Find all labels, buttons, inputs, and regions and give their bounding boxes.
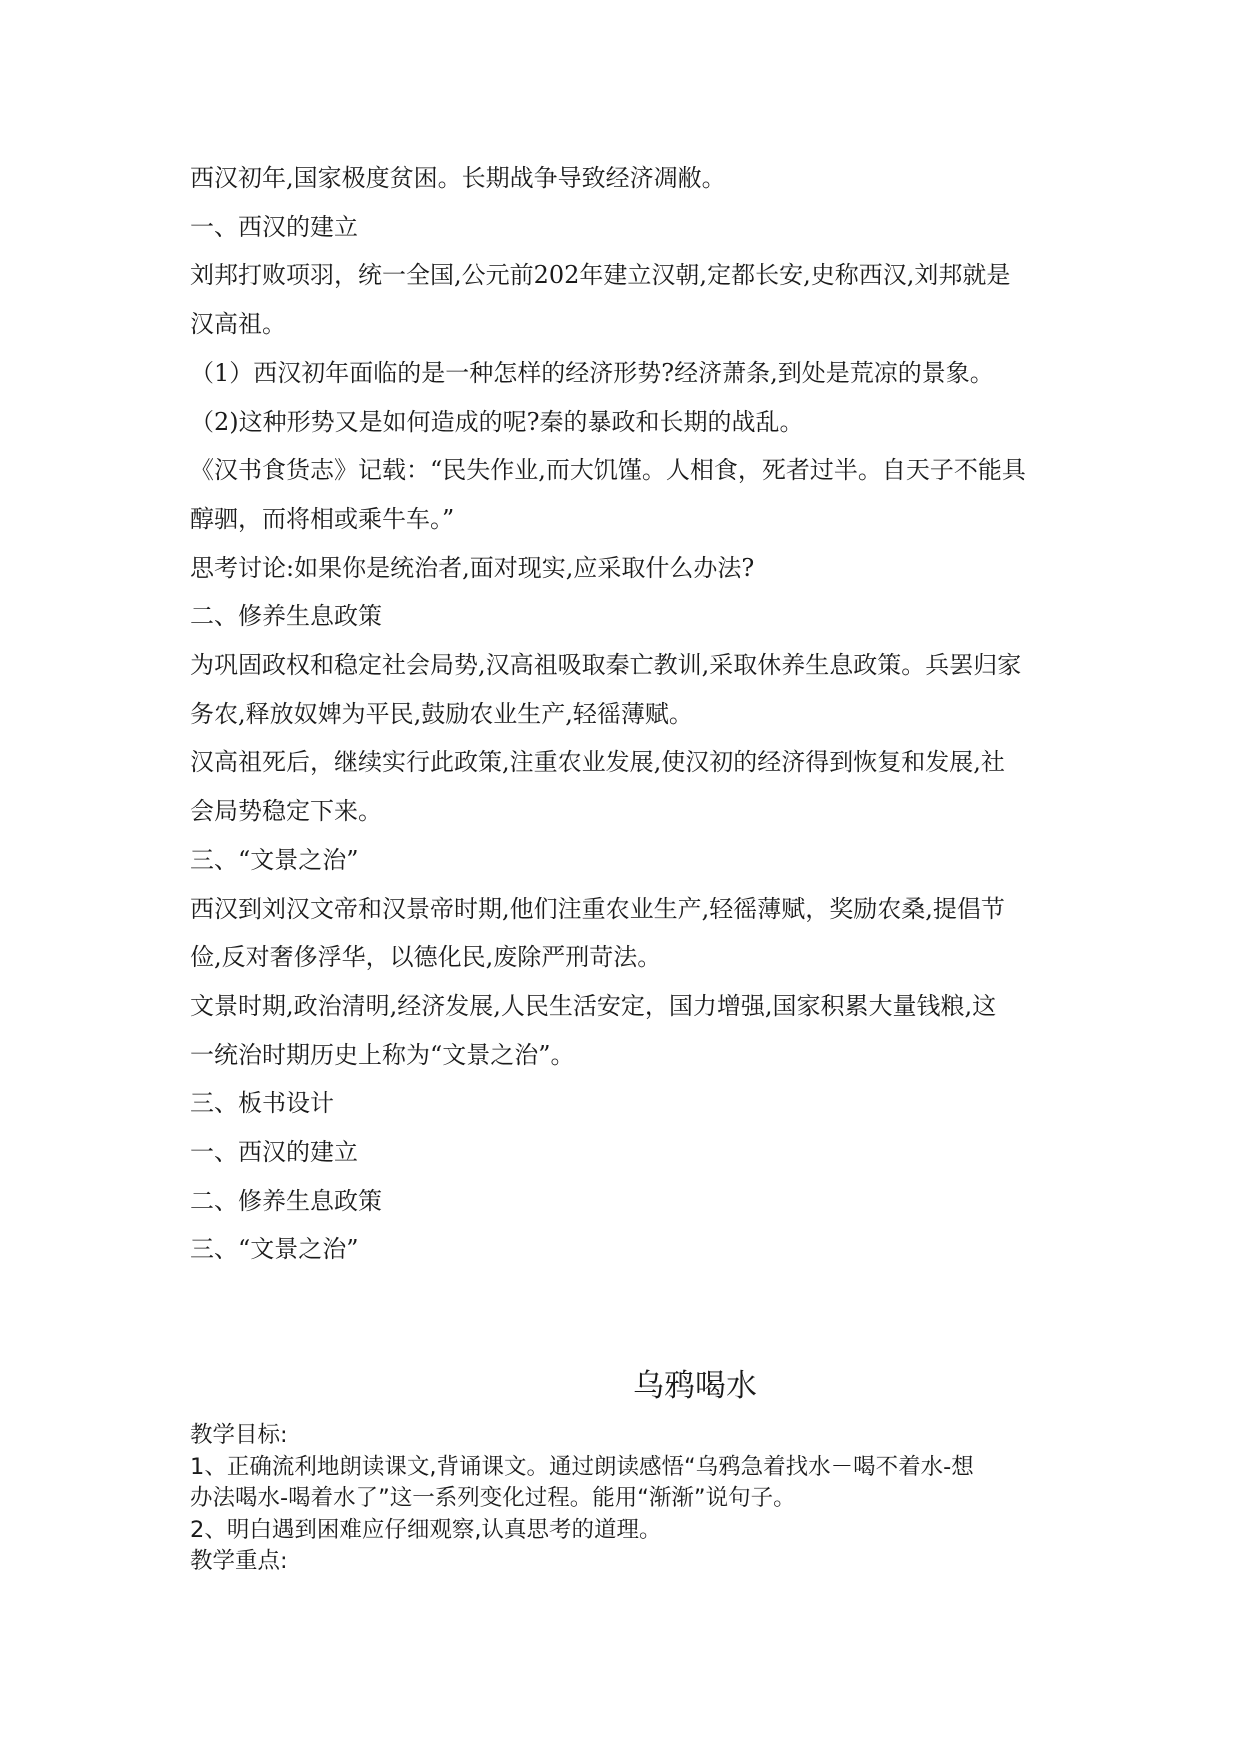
board-outline-item: 一、西汉的建立 xyxy=(190,1138,358,1167)
text-line: 思考讨论:如果你是统治者,面对现实,应采取什么办法? xyxy=(190,553,755,582)
text-line: 西汉到刘汉文帝和汉景帝时期,他们注重农业生产,轻徭薄赋，奖励农桑,提倡节 xyxy=(190,894,1005,923)
text-line: 文景时期,政治清明,经济发展,人民生活安定，国力增强,国家积累大量钱粮,这 xyxy=(190,991,997,1020)
history-lesson-section xyxy=(190,154,1060,1274)
text-line: 2、明白遇到困难应仔细观察,认真思考的道理。 xyxy=(190,1516,662,1543)
text-line: 西汉初年,国家极度贫困。长期战争导致经济凋敝。 xyxy=(190,164,726,192)
text-line: 为巩固政权和稳定社会局势,汉高祖吸取秦亡教训,采取休养生息政策。兵罢归家 xyxy=(190,651,1022,680)
text-line: 《汉书食货志》记载：“民失作业,而大饥馑。人相食，死者过半。自天子不能具 xyxy=(190,456,1026,485)
text-line: 1、正确流利地朗读课文,背诵课文。通过朗读感悟“乌鸦急着找水－喝不着水-想 xyxy=(190,1453,974,1480)
heading: 二、修养生息政策 xyxy=(190,602,382,631)
heading: 一、西汉的建立 xyxy=(190,212,358,241)
text-line: 汉高祖。 xyxy=(190,310,286,339)
text-line: 醇驷，而将相或乘牛车。” xyxy=(190,504,455,533)
text-line: 会局势稳定下来。 xyxy=(190,797,382,826)
text-line: （1）西汉初年面临的是一种怎样的经济形势?经济萧条,到处是荒凉的景象。 xyxy=(190,358,994,387)
crow-lesson-section xyxy=(190,1420,1060,1578)
lesson-title: 乌鸦喝水 xyxy=(633,1368,757,1404)
text-line: 一统治时期历史上称为“文景之治”。 xyxy=(190,1040,575,1069)
text-line: （2)这种形势又是如何造成的呢?秦的暴政和长期的战乱。 xyxy=(190,407,804,436)
heading: 三、“文景之治” xyxy=(190,845,359,874)
text-line: 教学重点: xyxy=(190,1548,288,1574)
heading: 三、板书设计 xyxy=(190,1089,334,1118)
text-line: 刘邦打败项羽，统一全国,公元前202年建立汉朝,定都长安,史称西汉,刘邦就是 xyxy=(190,261,1011,290)
text-line: 教学目标: xyxy=(190,1422,288,1448)
board-outline-item: 三、“文景之治” xyxy=(190,1235,359,1264)
text-line: 汉高祖死后，继续实行此政策,注重农业发展,使汉初的经济得到恢复和发展,社 xyxy=(190,748,1005,777)
text-line: 务农,释放奴婢为平民,鼓励农业生产,轻徭薄赋。 xyxy=(190,699,693,728)
board-outline-item: 二、修养生息政策 xyxy=(190,1186,382,1215)
text-line: 办法喝水-喝着水了”这一系列变化过程。能用“渐渐”说句子。 xyxy=(190,1485,796,1511)
text-line: 俭,反对奢侈浮华，以德化民,废除严刑苛法。 xyxy=(190,943,662,972)
